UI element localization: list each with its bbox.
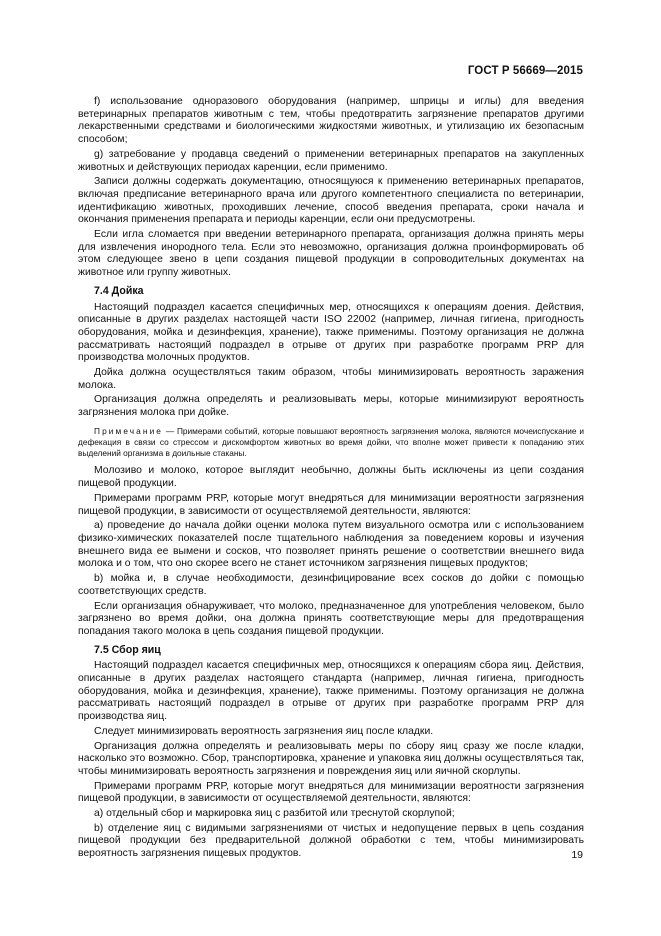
list-item: b) отделение яиц с видимыми загрязнениями от чистых и недопущение первых в цепь создания пищевой продукции без предварительной должной обработки с тем, чтобы минимизировать вероятность загрязнения пищевых продуктов. xyxy=(78,822,584,860)
paragraph: Если организация обнаруживает, что молоко, предназначенное для употребления человеком, было загрязнено во время дойки, она должна принять соответствующие меры для предотвращения попадания такого молока в цепь создания пищевой продукции. xyxy=(78,600,584,637)
note xyxy=(78,426,584,460)
note-text: — Примерами событий, которые повышают вероятность загрязнения молока, являются мочеиспускание и дефекация в связи со стрессом и дискомфортом животных во время дойки, что вполне может привести к попаданию этих выделений организма в доильные стаканы. xyxy=(78,425,584,459)
paragraph: Если игла сломается при введении ветеринарного препарата, организация должна принять меры для извлечения инородного тела. Если это невозможно, организация должна проинформировать об этом следующее звено в цепи создания пищевой продукции в сопроводительных документах на животное или группу животных. xyxy=(78,229,584,279)
document-header: ГОСТ Р 56669—2015 xyxy=(467,65,583,77)
paragraph: Примерами программ PRP, которые могут внедряться для минимизации вероятности загрязнения пищевой продукции, в зависимости от осуществляемой деятельности, являются: xyxy=(78,780,584,805)
paragraph: Записи должны содержать документацию, относящуюся к применению ветеринарных препаратов, включая предписание ветеринарного врача или другого компетентного специалиста по ветеринарии, идентификацию животных, проходивших лечение, способ введения препарата, сроки начала и окончания применения препарата и периоды каренции, если они предусмотрены. xyxy=(78,176,584,226)
paragraph: Настоящий подраздел касается специфичных мер, относящихся к операциям доения. Действия, описанные в других разделах настоящей части ISO 22002 (например, личная гигиена, пригодность оборудования, мойка и дезинфекция, хранение), также применимы. Поэтому организация не должна рассматривать настоящий подраздел в отрыве от других при разработке программ PRP для производства молочных продуктов. xyxy=(78,301,584,364)
paragraph: Настоящий подраздел касается специфичных мер, относящихся к операциям сбора яиц. Действия, описанные в других разделах настоящего стандарта (например, личная гигиена, пригодность оборудования, мойка и дезинфекция, хранение), также применимы. Поэтому организация не должна рассматривать настоящий подраздел в отрыве от других при разработке программ PRP для производства яиц. xyxy=(78,660,584,723)
section-heading-7-5: 7.5 Сбор яиц xyxy=(94,643,161,656)
paragraph: Дойка должна осуществляться таким образом, чтобы минимизировать вероятность заражения молока. xyxy=(78,367,584,391)
page-number: 19 xyxy=(571,849,583,861)
note-label: Примечание xyxy=(94,425,164,436)
list-item: a) отдельный сбор и маркировка яиц с разбитой или треснутой скорлупой; xyxy=(94,808,455,820)
section-heading-7-4: 7.4 Дойка xyxy=(94,284,144,297)
list-item: b) мойка и, в случае необходимости, дезинфицирование всех сосков до дойки с помощью соответствующих средств. xyxy=(78,573,584,597)
paragraph: g) затребование у продавца сведений о применении ветеринарных препаратов на закупленных животных и действующих периодах каренции, если применимо. xyxy=(78,148,584,173)
paragraph: f) использование одноразового оборудования (например, шприцы и иглы) для введения ветеринарных препаратов животным с тем, чтобы предотвратить загрязнение препаратов другими лекарственными средствами и биологическими жидкостями животных, и утилизацию их безопасным способом; xyxy=(78,96,584,146)
paragraph: Следует минимизировать вероятность загрязнения яиц после кладки. xyxy=(94,725,434,737)
paragraph: Молозиво и молоко, которое выглядит необычно, должны быть исключены из цепи создания пищевой продукции. xyxy=(78,465,584,490)
paragraph: Организация должна определять и реализовывать меры, которые минимизируют вероятность загрязнения молока при дойке. xyxy=(78,394,584,419)
paragraph: Организация должна определять и реализовывать меры по сбору яиц сразу же после кладки, насколько это возможно. Сбор, транспортировка, хранение и упаковка яиц должны осуществляться так, чтобы минимизировать вероятность загрязнения и повреждения яиц или яичной скорлупы. xyxy=(78,740,584,777)
document-body xyxy=(78,96,584,863)
paragraph: Примерами программ PRP, которые могут внедряться для минимизации вероятности загрязнения пищевой продукции, в зависимости от осуществляемой деятельности, являются: xyxy=(78,492,584,517)
list-item: a) проведение до начала дойки оценки молока путем визуального осмотра или с использованием физико-химических показателей после тщательного наблюдения за поведением коровы и изучения внешнего вида ее вымени и сосков, что позволяет принять решение о соответствии внешнего вида молока и о том, что оно скорее всего не станет источником загрязнения пищевых продуктов; xyxy=(78,520,584,570)
